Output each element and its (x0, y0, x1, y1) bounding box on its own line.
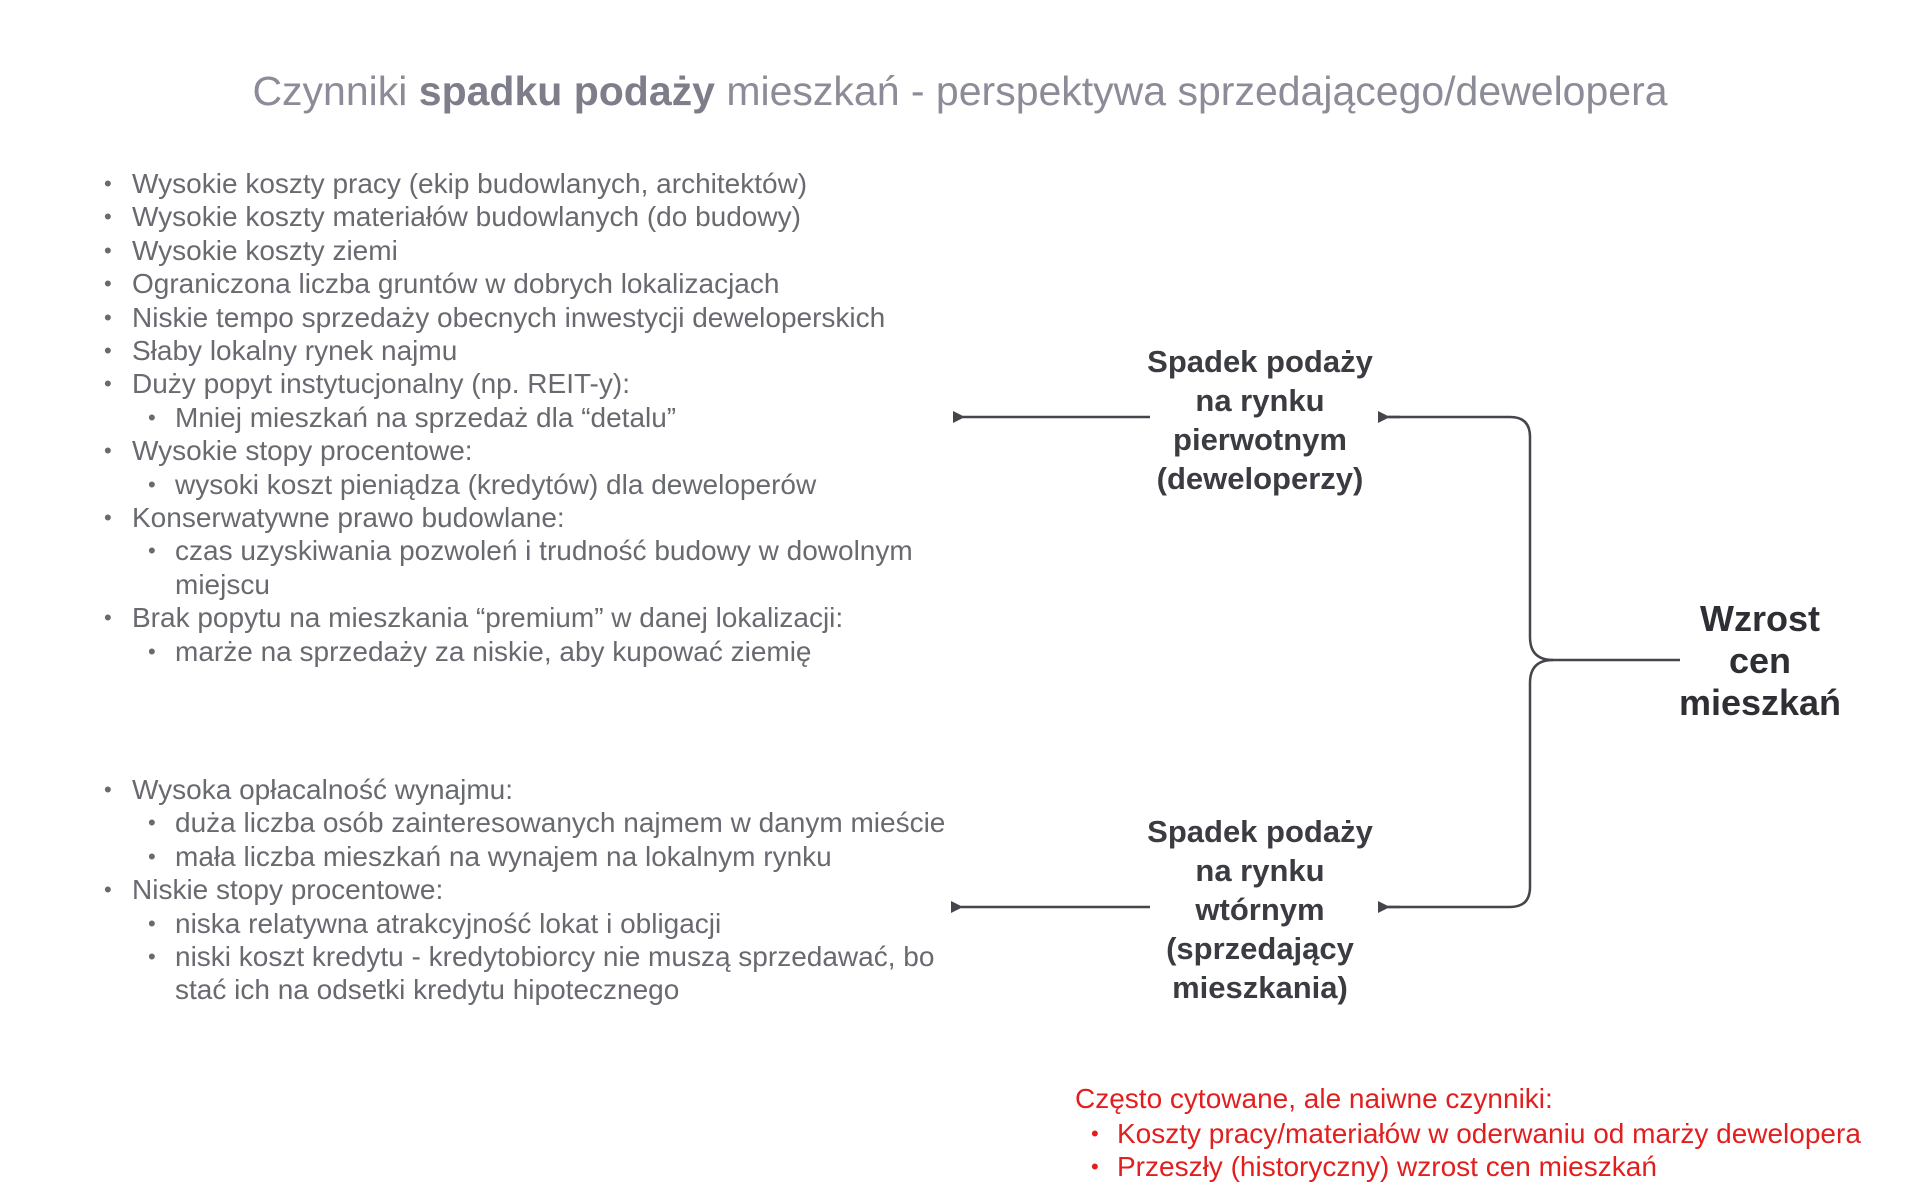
factor-item: • Duży popyt instytucjonalny (np. REIT-y): (98, 367, 958, 400)
factor-item: • Brak popytu na mieszkania “premium” w danej lokalizacji: (98, 601, 958, 634)
node-label-line: pierwotnym (1173, 422, 1347, 457)
factor-item: • Słaby lokalny rynek najmu (98, 334, 958, 367)
sub-factor-item: • niski koszt kredytu - kredytobiorcy nie muszą sprzedawać, bo stać ich na odsetki kredytu hipotecznego (98, 940, 958, 1007)
factor-item: • Wysokie koszty ziemi (98, 234, 958, 267)
factor-item: • Wysoka opłacalność wynajmu: (98, 773, 958, 806)
node-label-line: na rynku (1195, 383, 1325, 418)
factor-item: • Wysokie stopy procentowe: (98, 434, 958, 467)
factor-item: • Niskie tempo sprzedaży obecnych inwestycji deweloperskich (98, 301, 958, 334)
node-label-line: wtórnym (1195, 892, 1325, 927)
bracket-upper-branch (1386, 417, 1553, 660)
sub-factor-item: • czas uzyskiwania pozwoleń i trudność budowy w dowolnym miejscu (98, 534, 958, 601)
naive-factor-item: • Przeszły (historyczny) wzrost cen mieszkań (1075, 1150, 1861, 1183)
sub-factor-item: • wysoki koszt pieniądza (kredytów) dla deweloperów (98, 468, 958, 501)
naive-factor-item: • Koszty pracy/materiałów w oderwaniu od marży dewelopera (1075, 1117, 1861, 1150)
node-label-line: Wzrost (1700, 598, 1820, 639)
sub-factor-item: • duża liczba osób zainteresowanych najmem w danym mieście (98, 806, 958, 839)
title-part-1: Czynniki (252, 68, 419, 114)
node-label-line: (deweloperzy) (1156, 461, 1364, 496)
node-label-line: mieszkań (1678, 682, 1842, 723)
bracket-lower-branch (1386, 660, 1553, 907)
sub-factor-item: • marże na sprzedaży za niskie, aby kupować ziemię (98, 635, 958, 668)
node-label-line: cen (1728, 640, 1792, 681)
naive-factors-list (1075, 1117, 1861, 1184)
factor-item: • Konserwatywne prawo budowlane: (98, 501, 958, 534)
factor-item: • Wysokie koszty materiałów budowlanych (do budowy) (98, 200, 958, 233)
node-label-line: Spadek podaży (1147, 814, 1373, 849)
sub-factor-item: • niska relatywna atrakcyjność lokat i obligacji (98, 907, 958, 940)
factor-item: • Ograniczona liczba gruntów w dobrych lokalizacjach (98, 267, 958, 300)
sub-factor-item: • mała liczba mieszkań na wynajem na lokalnym rynku (98, 840, 958, 873)
node-label-line: Spadek podaży (1147, 344, 1373, 379)
node-label-line: mieszkania) (1172, 970, 1348, 1005)
title-part-3: mieszkań - perspektywa sprzedającego/dewelopera (714, 68, 1668, 114)
factor-item: • Niskie stopy procentowe: (98, 873, 958, 906)
node-label-line: (sprzedający (1166, 931, 1354, 966)
factor-item: • Wysokie koszty pracy (ekip budowlanych, architektów) (98, 167, 958, 200)
title-emphasis: spadku podaży (418, 68, 715, 114)
sub-factor-item: • Mniej mieszkań na sprzedaż dla “detalu” (98, 401, 958, 434)
node-label-line: na rynku (1195, 853, 1325, 888)
naive-factors-heading: Często cytowane, ale naiwne czynniki: (1075, 1083, 1553, 1114)
